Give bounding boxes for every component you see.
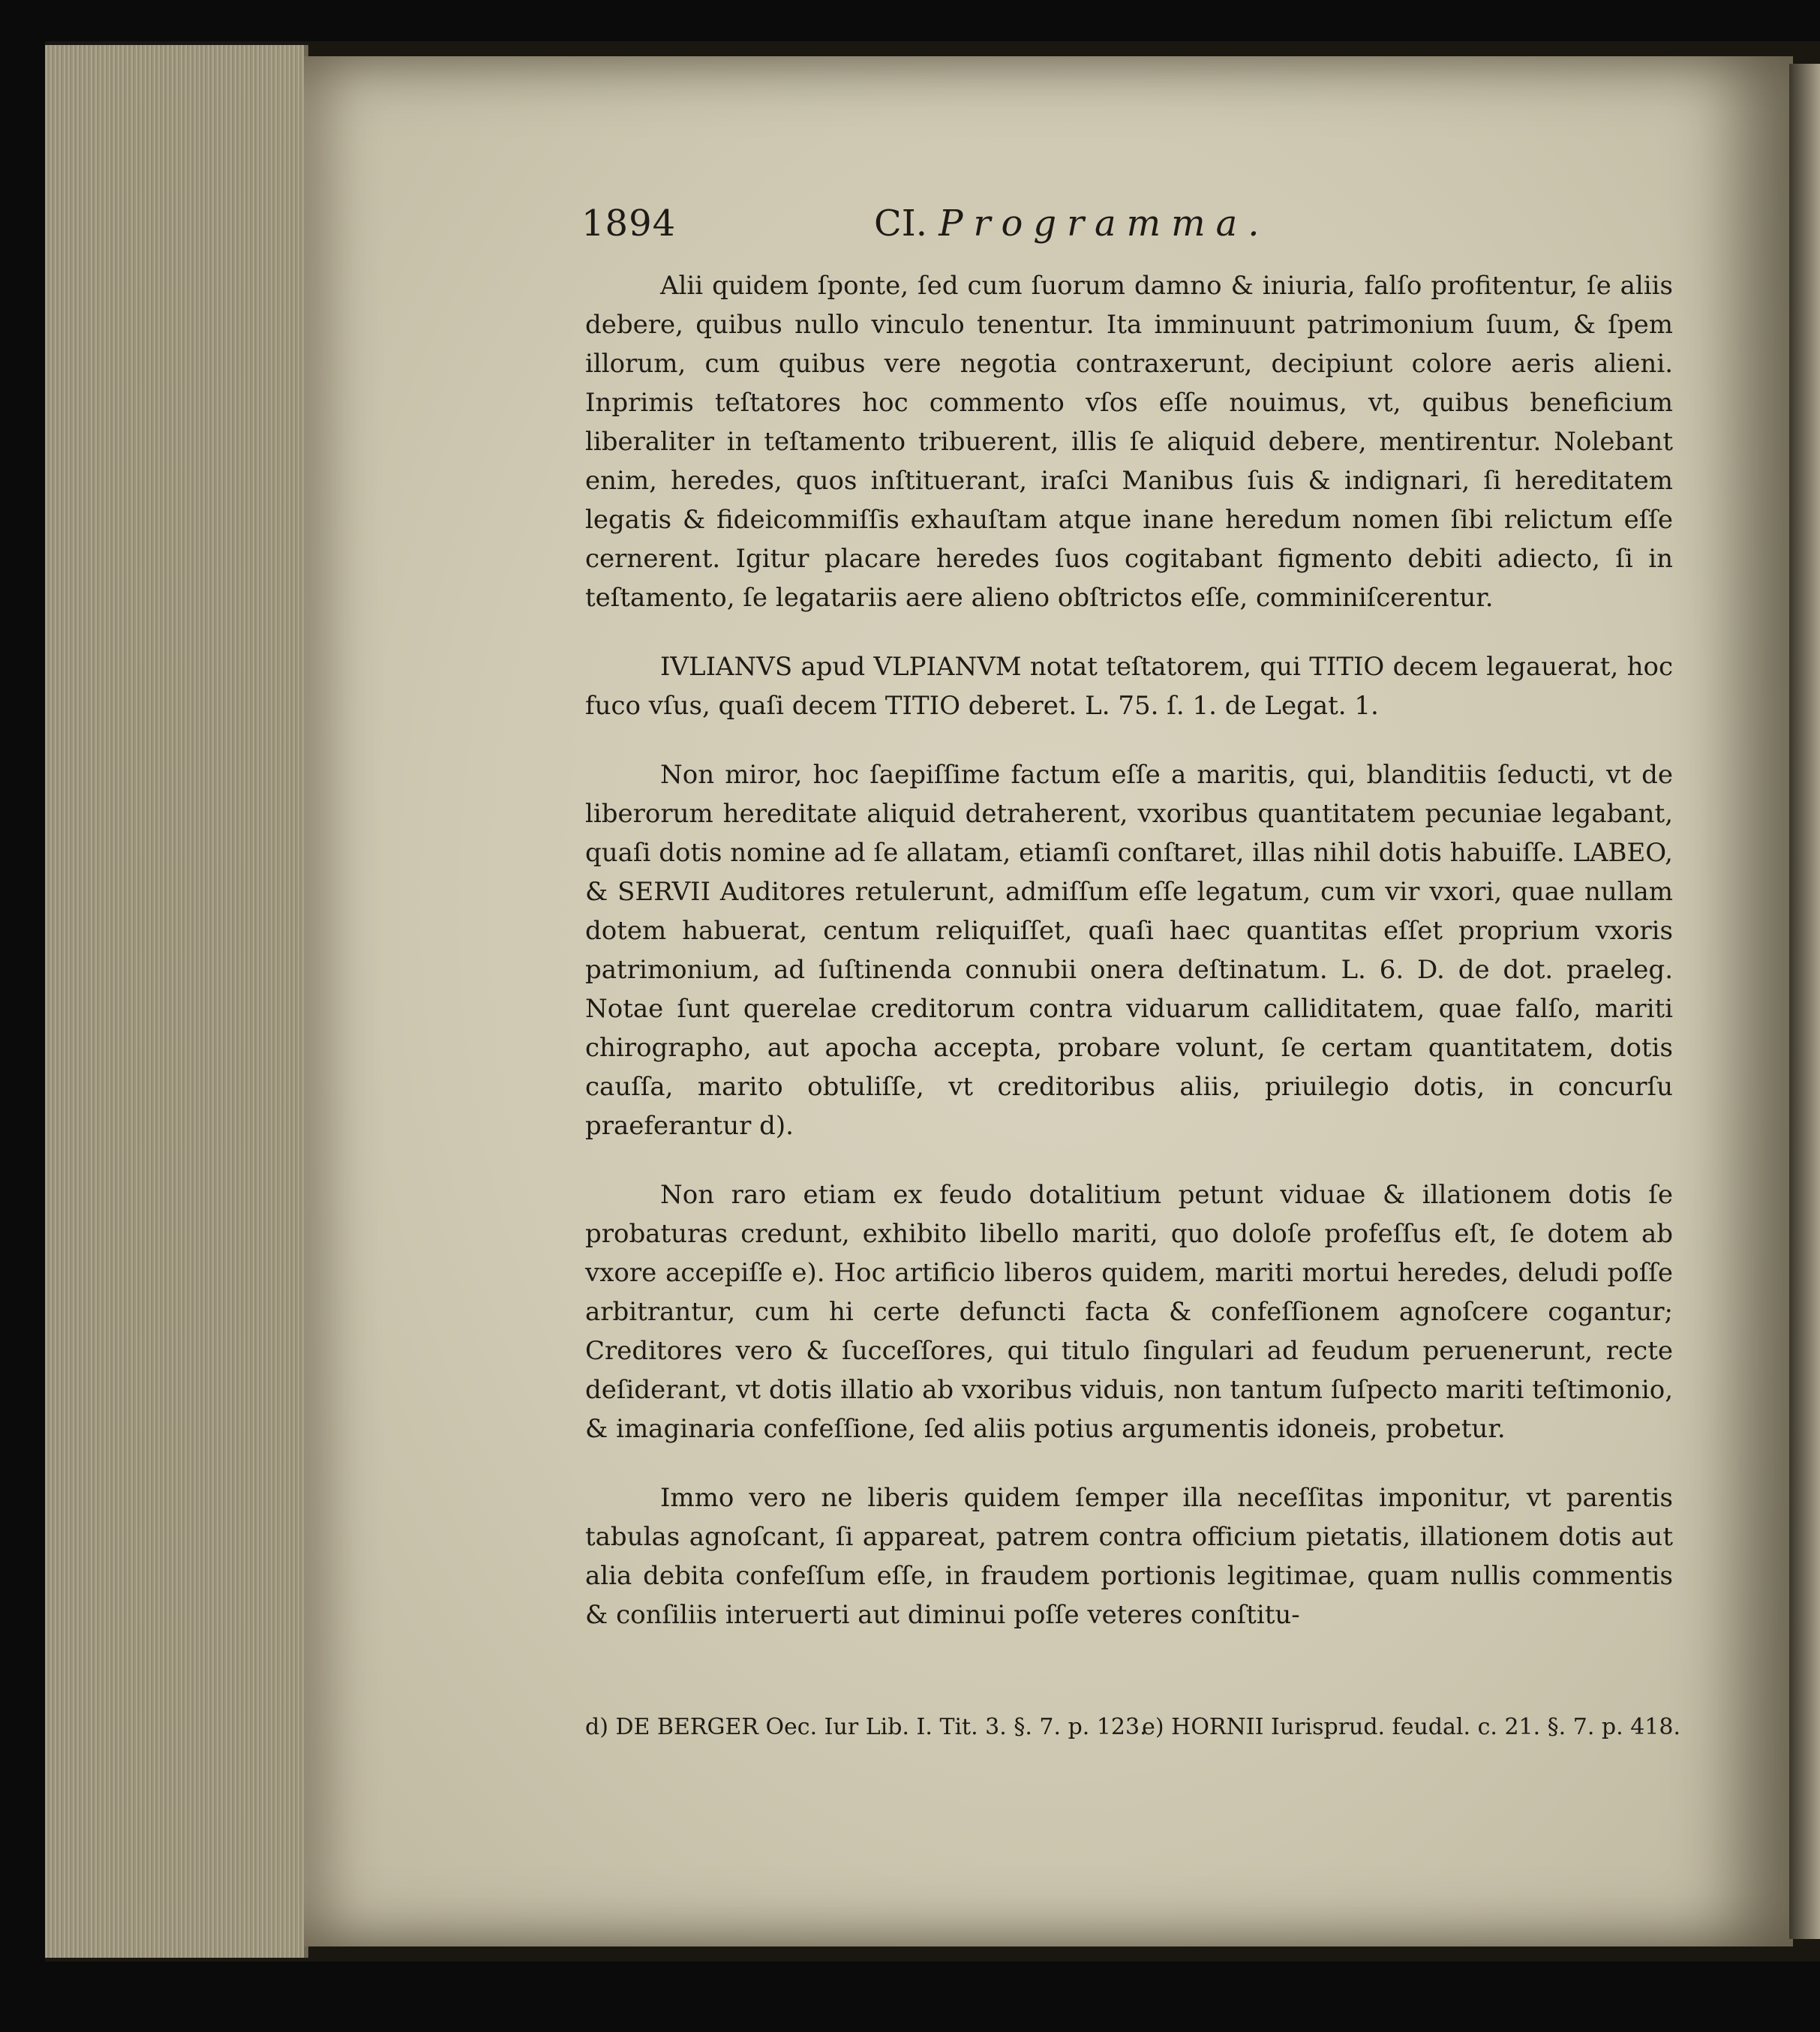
running-title <box>874 203 1270 245</box>
facing-page-edge <box>1789 64 1820 1939</box>
page-header <box>581 203 1677 255</box>
paragraph: Alii quidem ſponte, ſed cum ſuorum damno & iniuria, falſo profitentur, ſe aliis debere, quibus nullo vinculo tenentur. Ita imminuunt patrimonium ſuum, & ſpem illorum, cum quibus vere negotia contraxerunt, decipiunt colore aeris alieni. Inprimis teſtatores hoc commento vſos eſſe nouimus, vt, quibus beneficium liberaliter in teſtamento tribuerent, illis ſe aliquid debere, mentirentur. Nolebant enim, heredes, quos inſtituerant, iraſci Manibus ſuis & indignari, ſi hereditatem legatis & fideicommiſſis exhauſtam atque inane heredum nomen ſibi relictum eſſe cernerent. Igitur placare heredes ſuos cogitabant figmento debiti adiecto, ſi in teſtamento, ſe legatariis aere alieno obſtrictos eſſe, comminiſcerentur. <box>585 271 1673 613</box>
body-text <box>585 266 1673 1664</box>
footnote-d: d) DE BERGER Oec. Iur Lib. I. Tit. 3. §. 7. p. 123. <box>585 1714 1147 1740</box>
footnotes <box>585 1712 1680 1743</box>
page-edges <box>45 45 308 1958</box>
paragraph: IVLIANVS apud VLPIANVM notat teſtatorem, qui TITIO decem legauerat, hoc fuco vſus, quaſi decem TITIO deberet. L. 75. ſ. 1. de Legat. 1. <box>585 652 1673 721</box>
running-title-word: Programma. <box>939 203 1270 245</box>
page-number: 1894 <box>581 203 677 245</box>
paragraph: Non miror, hoc ſaepiſſime factum eſſe a maritis, qui, blanditiis ſeducti, vt de liberorum hereditate aliquid detraherent, vxoribus quantitatem pecuniae legabant, quaſi dotis nomine ad ſe allatam, etiamſi conſtaret, illas nihil dotis habuiſſe. LABEO, & SERVII Auditores retulerunt, admiſſum eſſe legatum, cum vir vxori, quae nullam dotem habuerat, centum reliquiſſet, quaſi haec quantitas eſſet proprium vxoris patrimonium, ad ſuſtinenda connubii onera deſtinatum. L. 6. D. de dot. praeleg. Notae ſunt querelae creditorum contra viduarum calliditatem, quae falſo, mariti chirographo, aut apocha accepta, probare volunt, ſe certam quantitatem, dotis cauſſa, marito obtuliſſe, vt creditoribus aliis, priuilegio dotis, in concurſu praeferantur d). <box>585 760 1673 1141</box>
footnote-e: e) HORNII Iurisprud. feudal. c. 21. §. 7. p. 418. <box>1142 1714 1680 1740</box>
running-title-roman: CI. <box>874 203 927 245</box>
paragraph: Non raro etiam ex feudo dotalitium petunt viduae & illationem dotis ſe probaturas credunt, exhibito libello mariti, quo doloſe profeſſus eſt, ſe dotem ab vxore accepiſſe e). Hoc artificio liberos quidem, mariti mortui heredes, deludi poſſe arbitrantur, cum hi certe defuncti facta & confeſſionem agnoſcere cogantur; Creditores vero & ſucceſſores, qui titulo ſingulari ad feudum peruenerunt, recte deſiderant, vt dotis illatio ab vxoribus viduis, non tantum ſuſpecto mariti teſtimonio, & imaginaria confeſſione, ſed aliis potius argumentis idoneis, probetur. <box>585 1180 1673 1444</box>
paragraph: Immo vero ne liberis quidem ſemper illa neceſſitas imponitur, vt parentis tabulas agnoſcant, ſi appareat, patrem contra officium pietatis, illationem dotis aut alia debita confeſſum eſſe, in fraudem portionis legitimae, quam nullis commentis & conſiliis interuerti aut diminui poſſe veteres conſtitu- <box>585 1483 1673 1630</box>
